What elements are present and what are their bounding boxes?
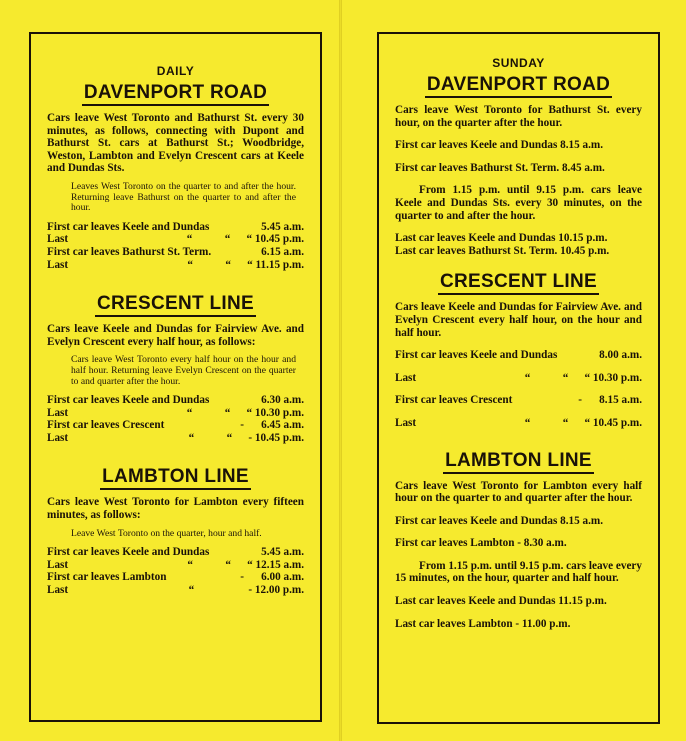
lambton-paragraph: Cars leave West Toronto for Lambton every fifteen minutes, as follows:	[47, 496, 304, 522]
sunday-line: First car leaves Keele and Dundas 8.15 a.m.	[395, 139, 603, 152]
schedule-row: First car leaves Lambton - 6.00 a.m.	[47, 571, 304, 584]
sunday-line: Last car leaves Lambton - 11.00 p.m.	[395, 617, 571, 630]
schedule-row: Last “ “ “ 10.45 p.m.	[47, 233, 304, 246]
daily-davenport-title: DAVENPORT ROAD	[47, 82, 304, 104]
sunday-line: Last car leaves Keele and Dundas 11.15 p.m.	[395, 595, 607, 608]
sunday-lambton-paragraph-2: From 1.15 p.m. until 9.15 p.m. cars leave every 15 minutes, on the hour, quarter and half hour.	[395, 559, 642, 585]
crescent-title: CRESCENT LINE	[47, 293, 304, 315]
page-fold	[339, 0, 342, 741]
schedule-row: Last “ “ “ 10.45 p.m.	[395, 416, 642, 429]
sunday-header: SUNDAY	[492, 56, 545, 70]
sunday-line: First car leaves Bathurst St. Term. 8.45 a.m.	[395, 161, 605, 174]
sunday-line: First car leaves Keele and Dundas 8.15 a.m.	[395, 514, 603, 527]
daily-davenport-schedule	[47, 221, 304, 271]
schedule-row: Last “ “ - 10.45 p.m.	[47, 431, 304, 444]
schedule-row: First car leaves Keele and Dundas 8.00 a.m.	[395, 349, 642, 362]
daily-davenport-note: Leaves West Toronto on the quarter to and after the hour. Returning leave Bathurst on the quarter to and after the hour.	[71, 180, 296, 214]
sunday-crescent-title: CRESCENT LINE	[395, 271, 642, 293]
sunday-line: Last car leaves Bathurst St. Term. 10.45 p.m.	[395, 244, 610, 257]
sunday-davenport-paragraph: Cars leave West Toronto for Bathurst St. every hour, on the quarter after the hour.	[395, 104, 642, 129]
schedule-row: Last “ “ “ 10.30 p.m.	[47, 406, 304, 419]
lambton-note: Leave West Toronto on the quarter, hour and half.	[71, 527, 262, 539]
left-page	[29, 32, 322, 722]
right-page	[377, 32, 660, 724]
lambton-title: LAMBTON LINE	[47, 466, 304, 488]
sunday-lambton-title: LAMBTON LINE	[395, 450, 642, 472]
crescent-schedule	[47, 394, 304, 444]
schedule-row: First car leaves Crescent - 8.15 a.m.	[395, 394, 642, 407]
schedule-row: First car leaves Bathurst St. Term. 6.15 a.m.	[47, 245, 304, 258]
daily-davenport-paragraph: Cars leave West Toronto and Bathurst St. every 30 minutes, as follows, connecting with Dupont and Bathurst St. cars at Bathurst St.; Woodbridge, Weston, Lambton and Evelyn Crescent cars at Keele and Dundas Sts.	[47, 112, 304, 175]
schedule-row: First car leaves Keele and Dundas 5.45 a.m.	[47, 220, 304, 233]
schedule-row: Last “ “ “ 10.30 p.m.	[395, 371, 642, 384]
schedule-row: First car leaves Crescent - 6.45 a.m.	[47, 419, 304, 432]
schedule-row: First car leaves Keele and Dundas 6.30 a.m.	[47, 394, 304, 407]
schedule-row: First car leaves Keele and Dundas 5.45 a.m.	[47, 546, 304, 559]
sunday-davenport-paragraph-2: From 1.15 p.m. until 9.15 p.m. cars leave Keele and Dundas Sts. every 30 minutes, on the quarter to and after the hour.	[395, 184, 642, 222]
schedule-row: Last “ “ “ 11.15 p.m.	[47, 258, 304, 271]
sunday-davenport-title: DAVENPORT ROAD	[395, 74, 642, 96]
lambton-schedule	[47, 546, 304, 596]
crescent-note: Cars leave West Toronto every half hour on the hour and half hour. Returning leave Evelyn Crescent on the quarter to and quarter after the hour.	[71, 354, 296, 387]
daily-header: DAILY	[156, 64, 195, 78]
schedule-row: Last “ - 12.00 p.m.	[47, 584, 304, 597]
sunday-crescent-schedule	[395, 349, 642, 429]
sunday-line: Last car leaves Keele and Dundas 10.15 p.m.	[395, 232, 608, 245]
schedule-row: Last “ “ “ 12.15 a.m.	[47, 558, 304, 571]
sunday-lambton-paragraph: Cars leave West Toronto for Lambton every half hour on the quarter to and quarter after the hour.	[395, 479, 642, 505]
sunday-line: First car leaves Lambton - 8.30 a.m.	[395, 537, 567, 550]
crescent-paragraph: Cars leave Keele and Dundas for Fairview Ave. and Evelyn Crescent every half hour, as follows:	[47, 323, 304, 348]
sunday-crescent-paragraph: Cars leave Keele and Dundas for Fairview Ave. and Evelyn Crescent every half hour, on the hour and half hour.	[395, 301, 642, 339]
